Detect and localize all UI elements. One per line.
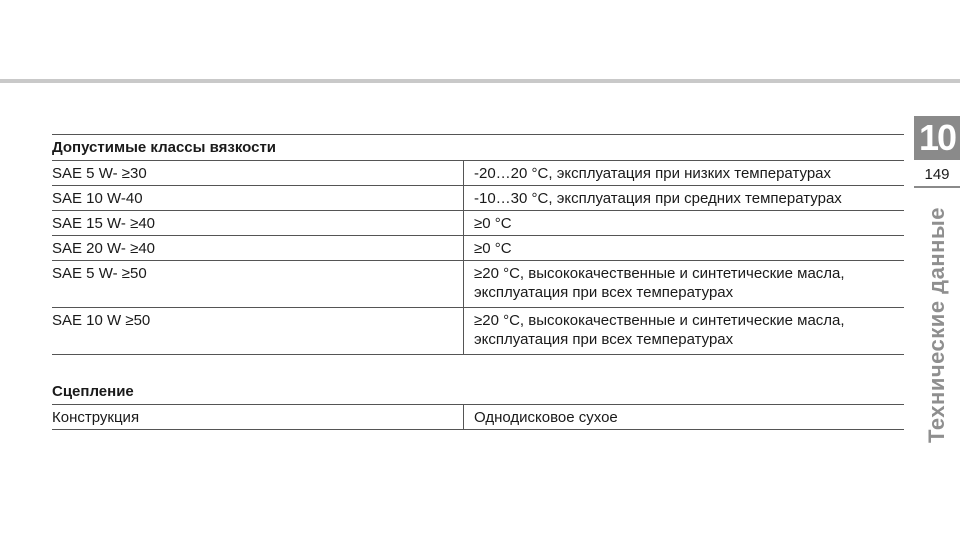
chapter-side-tab xyxy=(914,116,960,456)
viscosity-usage-line2: эксплуатация при всех температурах xyxy=(474,331,734,348)
top-divider xyxy=(0,79,960,83)
clutch-section-title: Сцепление xyxy=(52,379,904,405)
viscosity-grade: SAE 10 W ≥50 xyxy=(52,308,464,354)
table-row xyxy=(52,186,904,211)
viscosity-grade: SAE 5 W- ≥50 xyxy=(52,261,464,307)
viscosity-usage-line2: эксплуатация при всех температурах xyxy=(474,284,734,301)
table-row xyxy=(52,405,904,430)
viscosity-usage-line1: ≥20 °C, высококачественные и синтетические масла, xyxy=(474,265,845,282)
viscosity-grade: SAE 10 W-40 xyxy=(52,186,464,210)
viscosity-usage xyxy=(464,308,904,354)
table-row xyxy=(52,261,904,308)
viscosity-usage: -10…30 °C, эксплуатация при средних температурах xyxy=(474,190,842,207)
page-number: 149 xyxy=(914,166,960,188)
clutch-value: Однодисковое сухое xyxy=(474,409,618,426)
viscosity-section xyxy=(52,134,904,355)
viscosity-usage: ≥0 °C xyxy=(474,240,512,257)
spec-content xyxy=(52,134,904,430)
table-row xyxy=(52,308,904,355)
section-spacer xyxy=(52,355,904,379)
viscosity-usage: -20…20 °C, эксплуатация при низких температурах xyxy=(474,165,831,182)
chapter-title-text: Технические данные xyxy=(924,207,949,443)
viscosity-section-title: Допустимые классы вязкости xyxy=(52,134,904,161)
table-row xyxy=(52,161,904,186)
viscosity-usage-line1: ≥20 °C, высококачественные и синтетические масла, xyxy=(474,312,845,329)
viscosity-table xyxy=(52,161,904,355)
table-row xyxy=(52,211,904,236)
table-row xyxy=(52,236,904,261)
viscosity-grade: SAE 20 W- ≥40 xyxy=(52,236,464,260)
viscosity-grade: SAE 15 W- ≥40 xyxy=(52,211,464,235)
clutch-section xyxy=(52,379,904,430)
chapter-title xyxy=(914,194,960,456)
viscosity-usage: ≥0 °C xyxy=(474,215,512,232)
clutch-label: Конструкция xyxy=(52,405,464,429)
clutch-table xyxy=(52,405,904,430)
chapter-number: 10 xyxy=(914,116,960,160)
viscosity-grade: SAE 5 W- ≥30 xyxy=(52,161,464,185)
viscosity-usage xyxy=(464,261,904,307)
